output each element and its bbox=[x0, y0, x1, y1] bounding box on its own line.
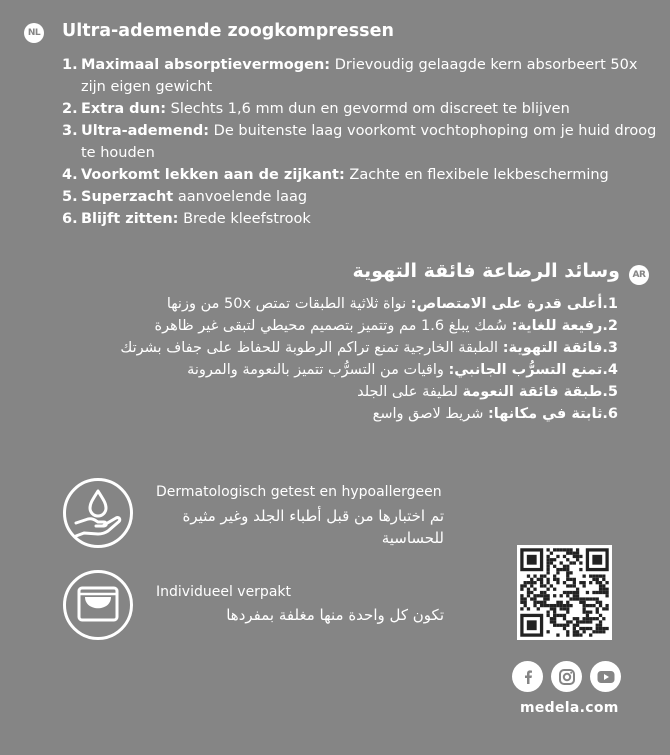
ar-feature-list bbox=[8, 293, 618, 425]
list-item: 5. Superzacht aanvoelende laag bbox=[62, 189, 308, 205]
qr-code-pattern bbox=[517, 545, 612, 640]
derm-tested-nl: Dermatologisch getest en hypoallergeen bbox=[156, 484, 442, 500]
list-item: 2. Extra dun: Slechts 1,6 mm dun en gevormd om discreet te blijven bbox=[62, 101, 570, 117]
nl-feature-list bbox=[62, 54, 662, 230]
individually-packed-nl: Individueel verpakt bbox=[156, 584, 291, 600]
individually-packed-ar: تكون كل واحدة منها مغلفة بمفردها bbox=[226, 606, 444, 624]
youtube-icon[interactable] bbox=[590, 661, 621, 692]
list-item: 3.فائقة التهوية: الطبقة الخارجية تمنع تراكم الرطوبة للحفاظ على جفاف بشرتك bbox=[120, 340, 618, 356]
nl-title: Ultra-ademende zoogkompressen bbox=[62, 21, 394, 41]
list-item: 4.تمنع التسرُّب الجانبي: واقيات من التسرُّب تتميز بالنعومة والمرونة bbox=[187, 362, 618, 378]
qr-code[interactable] bbox=[517, 545, 612, 640]
list-item: 5.طبقة فائقة النعومة لطيفة على الجلد bbox=[357, 384, 618, 400]
package-icon bbox=[63, 570, 133, 640]
list-item: 4. Voorkomt lekken aan de zijkant: Zachte en flexibele lekbescherming bbox=[62, 167, 609, 183]
facebook-icon[interactable] bbox=[512, 661, 543, 692]
nl-language-badge: NL bbox=[24, 23, 44, 43]
list-item: 6. Blijft zitten: Brede kleefstrook bbox=[62, 211, 311, 227]
list-item: 1. Maximaal absorptievermogen: Drievoudig gelaagde kern absorbeert 50x zijn eigen gewicht bbox=[62, 57, 638, 95]
list-item: 6.ثابتة في مكانها: شريط لاصق واسع bbox=[372, 406, 618, 422]
ar-title: وسائد الرضاعة فائقة التهوية bbox=[352, 260, 620, 282]
list-item: 2.رفيعة للغاية: سُمك يبلغ 1.6 مم وتتميز بتصميم محيطي لتبقى غير ظاهرة bbox=[154, 318, 618, 334]
list-item: 1.أعلى قدرة على الامتصاص: نواة ثلاثية الطبقات تمتص 50x من وزنها bbox=[166, 296, 618, 312]
website-link[interactable]: medela.com bbox=[520, 700, 619, 716]
list-item: 3. Ultra-ademend: De buitenste laag voorkomt vochtophoping om je huid droog te houden bbox=[62, 123, 657, 161]
drop-hand-icon bbox=[63, 478, 133, 548]
ar-language-badge: AR bbox=[629, 265, 649, 285]
derm-tested-ar: تم اختبارها من قبل أطباء الجلد وغير مثيرة للحساسية bbox=[182, 507, 444, 547]
instagram-icon[interactable] bbox=[551, 661, 582, 692]
